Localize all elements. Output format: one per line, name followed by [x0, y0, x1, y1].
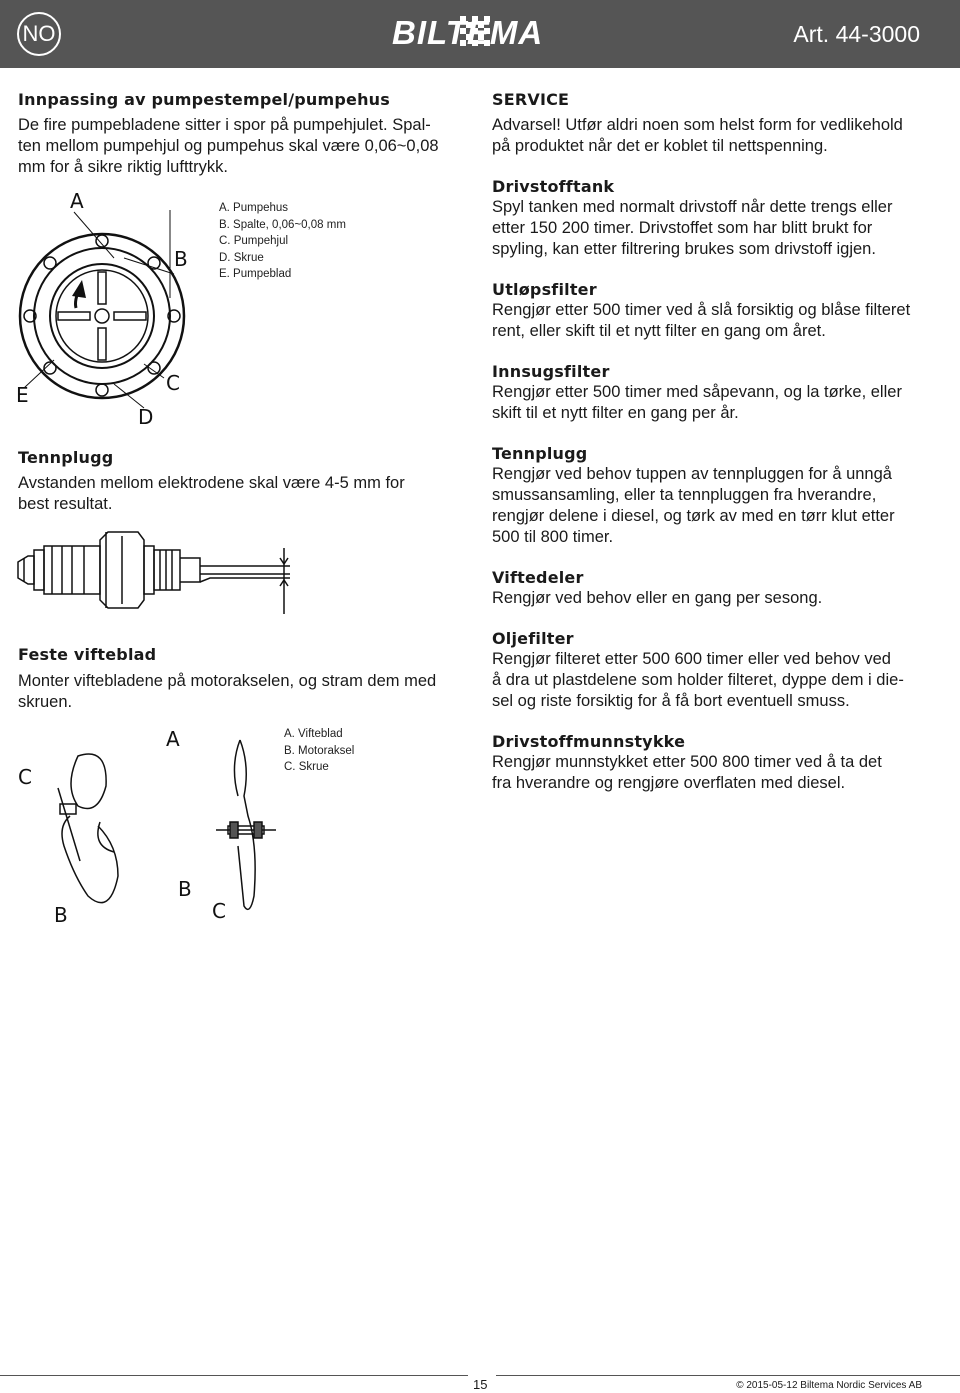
outlet-filter-text-line: rent, eller skift til et nytt filter en gang om året. — [492, 322, 826, 340]
spark-text-line: best resultat. — [18, 495, 113, 513]
legend-item: B. Spalte, 0,06~0,08 mm — [219, 218, 346, 231]
service-text-line: på produktet når det er koblet til nettspenning. — [492, 137, 828, 155]
spark-plug-diagram — [14, 528, 304, 616]
spark-text-line: Avstanden mellom elektrodene skal være 4-5 mm for — [18, 474, 405, 492]
pump-label-d: D — [138, 405, 154, 429]
oil-filter-section — [492, 629, 937, 712]
intake-filter-title: Innsugsfilter — [492, 362, 610, 381]
brand-logo: BILTEMA — [392, 14, 544, 51]
legend-item: A. Vifteblad — [284, 728, 343, 740]
oil-filter-text-line: å dra ut plastdelene som holder filteret, dyppe dem i die- — [492, 671, 904, 689]
fan-section — [18, 645, 478, 713]
spark-plug-text-line: smussansamling, eller ta tennpluggen fra hverandre, — [492, 486, 877, 504]
fan-label-b-lower: B — [54, 903, 68, 927]
service-title: SERVICE — [492, 90, 570, 109]
nozzle-section — [492, 732, 937, 794]
oil-filter-text-line: sel og riste forsiktig for å få bort eventuell smuss. — [492, 692, 850, 710]
service-column — [492, 90, 937, 794]
outlet-filter-title: Utløpsfilter — [492, 280, 597, 299]
footer-rule-left — [0, 1375, 468, 1376]
fan-label-a: A — [166, 727, 180, 751]
spark-plug-text-line: 500 til 800 timer. — [492, 528, 614, 546]
pump-text-line: ten mellom pumpehjul og pumpehus skal være 0,06~0,08 — [18, 137, 439, 155]
service-section — [492, 90, 937, 157]
spark-plug-section — [492, 444, 937, 548]
pump-diagram — [14, 188, 214, 433]
header-bar — [0, 0, 960, 68]
fan-parts-title: Viftedeler — [492, 568, 584, 587]
intake-filter-section — [492, 362, 937, 424]
spark-plug-text-line: Rengjør ved behov tuppen av tennpluggen for å unngå — [492, 465, 892, 483]
article-number: Art. 44-3000 — [793, 21, 920, 47]
fan-legend — [284, 726, 354, 776]
pump-text-line: mm for å sikre riktig lufttrykk. — [18, 158, 228, 176]
fan-label-b: B — [178, 877, 192, 901]
pump-title: Innpassing av pumpestempel/pumpehus — [18, 90, 390, 109]
copyright: © 2015-05-12 Biltema Nordic Services AB — [736, 1380, 922, 1391]
nozzle-title: Drivstoffmunnstykke — [492, 732, 686, 751]
tank-title: Drivstofftank — [492, 177, 615, 196]
spark-section — [18, 448, 473, 515]
pump-section — [18, 90, 473, 178]
intake-filter-text-line: skift til et nytt filter en gang per år. — [492, 404, 739, 422]
legend-item: A. Pumpehus — [219, 202, 289, 214]
tank-text-line: etter 150 200 timer. Drivstoffet som har blitt brukt for — [492, 219, 873, 237]
pump-label-c: C — [166, 371, 180, 395]
oil-filter-title: Oljefilter — [492, 629, 574, 648]
page-number: 15 — [473, 1377, 488, 1392]
nozzle-text-line: fra hverandre og rengjøre overflaten med diesel. — [492, 774, 846, 792]
tank-text-line: spyling, kan etter filtrering brukes som drivstoff igjen. — [492, 240, 876, 258]
fan-title: Feste vifteblad — [18, 645, 157, 664]
pump-legend — [219, 200, 346, 283]
pump-label-e: E — [16, 383, 29, 407]
fan-diagram — [18, 726, 288, 926]
outlet-filter-text-line: Rengjør etter 500 timer ved å slå forsiktig og blåse filteret — [492, 301, 911, 319]
pump-text-line: De fire pumpebladene sitter i spor på pumpehjulet. Spal- — [18, 116, 431, 134]
legend-item: C. Skrue — [284, 761, 329, 773]
outlet-filter-section — [492, 280, 937, 342]
fan-label-c-left: C — [18, 765, 32, 789]
country-badge: NO — [17, 12, 61, 56]
fan-parts-text-line: Rengjør ved behov eller en gang per sesong. — [492, 589, 823, 607]
fan-label-c: C — [212, 899, 226, 923]
fan-text-line: skruen. — [18, 693, 73, 711]
spark-title: Tennplugg — [18, 448, 114, 467]
tank-text-line: Spyl tanken med normalt drivstoff når dette trengs eller — [492, 198, 893, 216]
footer-rule-right — [496, 1375, 960, 1376]
pump-label-a: A — [70, 189, 84, 213]
spark-plug-text-line: rengjør delene i diesel, og tørk av med en tørr klut etter — [492, 507, 895, 525]
legend-item: D. Skrue — [219, 251, 264, 264]
fan-parts-section — [492, 568, 937, 609]
intake-filter-text-line: Rengjør etter 500 timer med såpevann, og la tørke, eller — [492, 383, 902, 401]
service-text-line: Advarsel! Utfør aldri noen som helst form for vedlikehold — [492, 116, 903, 134]
legend-item: B. Motoraksel — [284, 744, 355, 757]
tank-section — [492, 177, 937, 260]
fan-text-line: Monter viftebladene på motorakselen, og stram dem med — [18, 672, 437, 690]
legend-item: C. Pumpehjul — [219, 235, 289, 247]
legend-item: E. Pumpeblad — [219, 268, 292, 280]
nozzle-text-line: Rengjør munnstykket etter 500 800 timer ved å ta det — [492, 753, 882, 771]
spark-plug-title: Tennplugg — [492, 444, 588, 463]
pump-label-b: B — [174, 247, 188, 271]
oil-filter-text-line: Rengjør filteret etter 500 600 timer eller ved behov ved — [492, 650, 891, 668]
